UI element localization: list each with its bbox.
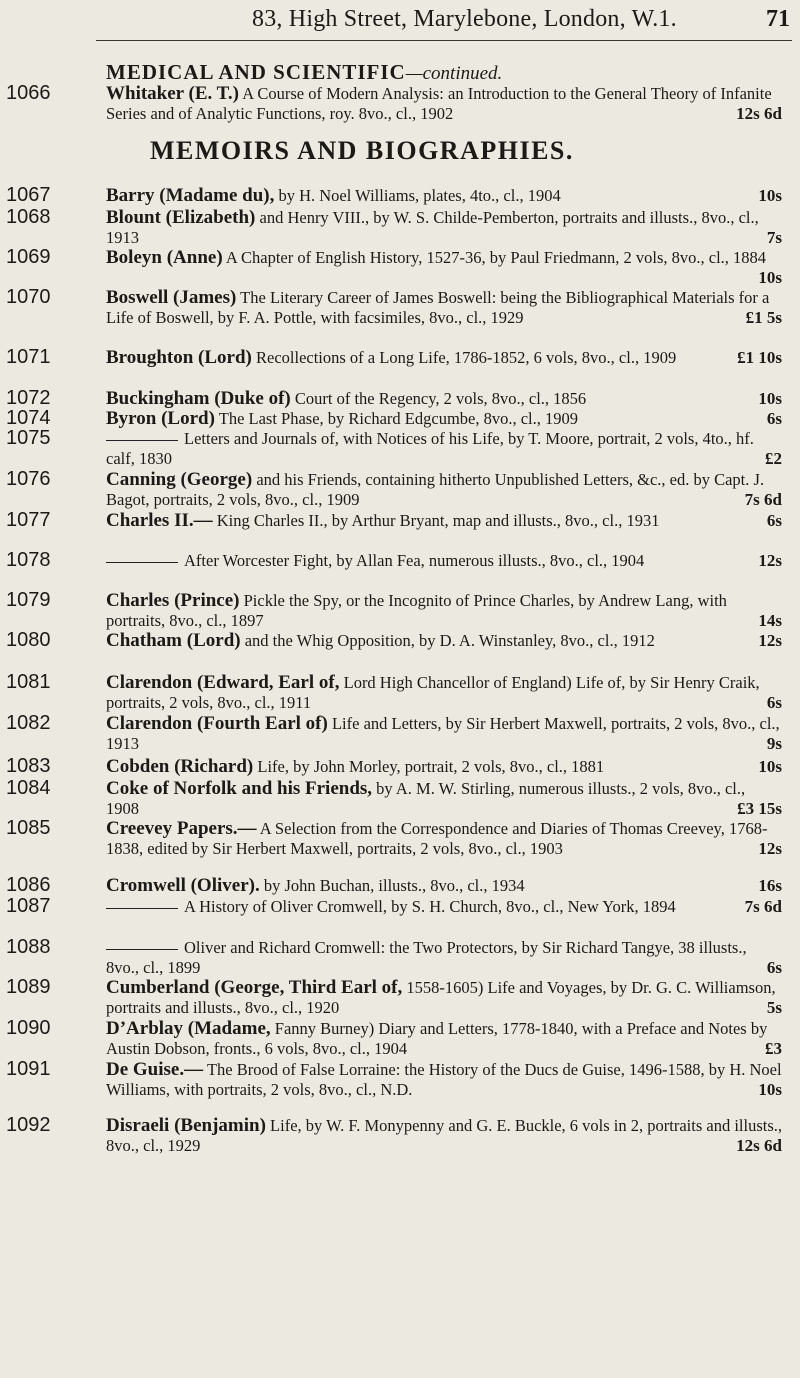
- entry-description: Life and Letters, by Sir Herbert Maxwell, portraits, 2 vols, 8vo., cl., 1913: [106, 714, 780, 753]
- catalogue-entry: [0, 978, 800, 1020]
- lot-number: 1081: [6, 671, 51, 693]
- entry-text: [106, 470, 782, 509]
- catalogue-entry: [0, 409, 800, 431]
- entry-description: A Selection from the Correspondence and Diaries of Thomas Creevey, 1768-1838, edited by Sir Herbert Maxwell, portraits, 2 vols, 8vo., cl., 1903: [106, 819, 768, 858]
- price: 6s: [766, 409, 782, 428]
- catalogue-entry: [0, 248, 800, 290]
- catalogue-entry: [0, 84, 800, 144]
- catalogue-entry: [0, 897, 800, 939]
- entry-text: [106, 389, 782, 409]
- entry-title: Disraeli (Benjamin): [106, 1115, 266, 1136]
- lot-number: 1066: [6, 82, 51, 104]
- entry-text: [106, 248, 782, 287]
- price: 5s: [766, 997, 782, 1017]
- catalogue-entry: [0, 714, 800, 756]
- entry-description: Pickle the Spy, or the Incognito of Prince Charles, by Andrew Lang, with portraits, 8vo., cl., 1897: [106, 591, 727, 630]
- catalogue-entry: [0, 348, 800, 390]
- entry-text: [106, 897, 782, 917]
- catalogue-entry: [0, 1060, 800, 1118]
- lot-number: 1087: [6, 895, 51, 917]
- lot-number: 1072: [6, 387, 51, 409]
- entry-description: Oliver and Richard Cromwell: the Two Protectors, by Sir Richard Tangye, 38 illusts., 8vo., cl., 1899: [106, 938, 747, 977]
- lot-number: 1080: [6, 629, 51, 651]
- catalogue-entry: [0, 631, 800, 673]
- lot-number: 1079: [6, 589, 51, 611]
- lot-number: 1071: [6, 346, 51, 368]
- catalogue-entry: [0, 938, 800, 980]
- catalogue-entry: [0, 208, 800, 250]
- entry-title: Charles (Prince): [106, 590, 240, 611]
- catalogue-entry: [0, 757, 800, 779]
- entry-description: A Chapter of English History, 1527-36, by Paul Friedmann, 2 vols, 8vo., cl., 1884: [225, 248, 767, 267]
- entry-title: Canning (George): [106, 469, 253, 490]
- ditto-rule: [106, 562, 178, 563]
- entry-text: [106, 551, 782, 571]
- price: 6s: [766, 692, 782, 712]
- entry-title: D’Arblay (Madame,: [106, 1018, 271, 1039]
- entry-title: Chatham (Lord): [106, 630, 241, 651]
- price: 10s: [758, 389, 782, 408]
- entry-title: Cumberland (George, Third Earl of,: [106, 977, 403, 998]
- lot-number: 1078: [6, 549, 51, 571]
- entry-description: by John Buchan, illusts., 8vo., cl., 1934: [263, 876, 525, 895]
- lot-number: 1075: [6, 427, 51, 449]
- entry-text: [106, 779, 782, 818]
- section-continued: —continued.: [405, 63, 503, 84]
- price: 9s: [766, 733, 782, 753]
- entry-text: [106, 348, 782, 368]
- lot-number: 1085: [6, 817, 51, 839]
- catalogue-entry: [0, 779, 800, 821]
- entry-title: Boleyn (Anne): [106, 247, 223, 268]
- catalogue-entry: [0, 186, 800, 208]
- entry-text: [106, 631, 782, 651]
- price: £1 5s: [745, 307, 782, 327]
- entry-text: [106, 1019, 782, 1058]
- section-title: MEDICAL AND SCIENTIFIC: [106, 60, 406, 84]
- lot-number: 1076: [6, 468, 51, 490]
- catalogue-entry: [0, 429, 800, 471]
- price: 10s: [758, 1079, 782, 1099]
- lot-number: 1074: [6, 407, 51, 429]
- entry-title: Barry (Madame du),: [106, 185, 275, 206]
- entry-description: 1558-1605) Life and Voyages, by Dr. G. C. Williamson, portraits and illusts., 8vo., cl., 1920: [106, 978, 776, 1017]
- entry-title: Boswell (James): [106, 287, 237, 308]
- price: 12s: [758, 631, 782, 650]
- price: 7s 6d: [744, 897, 782, 916]
- lot-number: 1092: [6, 1114, 51, 1136]
- price: 12s: [758, 838, 782, 858]
- price: 14s: [758, 610, 782, 630]
- section-heading: [106, 60, 796, 85]
- catalogue-entry: [0, 1116, 800, 1158]
- entry-text: [106, 429, 782, 468]
- lot-number: 1070: [6, 286, 51, 308]
- entry-title: Clarendon (Edward, Earl of,: [106, 672, 340, 693]
- lot-number: 1083: [6, 755, 51, 777]
- catalogue-entry: [0, 876, 800, 898]
- entry-text: [106, 819, 782, 858]
- entry-text: [106, 186, 782, 206]
- lot-number: 1090: [6, 1017, 51, 1039]
- price: 12s 6d: [736, 103, 782, 123]
- entry-text: [106, 288, 782, 327]
- entry-title: Whitaker (E. T.): [106, 83, 240, 104]
- entry-title: Blount (Elizabeth): [106, 207, 256, 228]
- entry-text: [106, 591, 782, 630]
- lot-number: 1086: [6, 874, 51, 896]
- price: 7s: [766, 227, 782, 247]
- entry-title: De Guise.—: [106, 1059, 204, 1080]
- price: £2: [765, 448, 782, 468]
- entry-description: Fanny Burney) Diary and Letters, 1778-1840, with a Preface and Notes by Austin Dobson, fronts., 6 vols, 8vo., cl., 1904: [106, 1019, 768, 1058]
- entry-text: [106, 938, 782, 977]
- entry-text: [106, 876, 782, 896]
- entry-title: Cromwell (Oliver).: [106, 875, 260, 896]
- price: £3 15s: [737, 798, 782, 818]
- price: £1 10s: [737, 348, 782, 367]
- entry-description: The Last Phase, by Richard Edgcumbe, 8vo., cl., 1909: [218, 409, 579, 428]
- lot-number: 1088: [6, 936, 51, 958]
- entry-description: Recollections of a Long Life, 1786-1852, 6 vols, 8vo., cl., 1909: [256, 348, 677, 367]
- entry-description: and Henry VIII., by W. S. Childe-Pemberton, portraits and illusts., 8vo., cl., 1913: [106, 208, 759, 247]
- ditto-rule: [106, 908, 178, 909]
- entry-title: Byron (Lord): [106, 408, 215, 429]
- entry-title: Coke of Norfolk and his Friends,: [106, 778, 373, 799]
- lot-number: 1077: [6, 509, 51, 531]
- page-number: 71: [766, 6, 790, 32]
- entry-title: Broughton (Lord): [106, 347, 252, 368]
- lot-number: 1091: [6, 1058, 51, 1080]
- catalogue-entry: [0, 511, 800, 553]
- lot-number: 1069: [6, 246, 51, 268]
- entry-description: The Literary Career of James Boswell: being the Bibliographical Materials for a Life of Boswell, by F. A. Pottle, with facsimiles, 8vo., cl., 1929: [106, 288, 770, 327]
- entry-description: by H. Noel Williams, plates, 4to., cl., 1904: [278, 186, 561, 205]
- price: 10s: [758, 757, 782, 776]
- entry-text: [106, 84, 782, 123]
- entry-description: Letters and Journals of, with Notices of his Life, by T. Moore, portrait, 2 vols, 4to., hf. calf, 1830: [106, 429, 754, 468]
- entry-description: King Charles II., by Arthur Bryant, map and illusts., 8vo., cl., 1931: [216, 511, 660, 530]
- entry-title: Creevey Papers.—: [106, 818, 257, 839]
- entry-description: and the Whig Opposition, by D. A. Winstanley, 8vo., cl., 1912: [244, 631, 655, 650]
- memoirs-heading: MEMOIRS AND BIOGRAPHIES.: [150, 136, 574, 165]
- entry-text: [106, 1116, 782, 1155]
- lot-number: 1068: [6, 206, 51, 228]
- entry-text: [106, 511, 782, 531]
- price: 7s 6d: [744, 489, 782, 509]
- entry-description: Life, by W. F. Monypenny and G. E. Buckle, 6 vols in 2, portraits and illusts., 8vo., cl., 1929: [106, 1116, 783, 1155]
- entry-description: by A. M. W. Stirling, numerous illusts., 2 vols, 8vo., cl., 1908: [106, 779, 746, 818]
- entry-text: [106, 757, 782, 777]
- header-rule: [96, 40, 792, 41]
- price: 10s: [758, 186, 782, 205]
- catalogue-entry: [0, 819, 800, 879]
- catalogue-entry: [0, 673, 800, 715]
- price: 6s: [766, 957, 782, 977]
- price: 12s 6d: [736, 1135, 782, 1155]
- entry-text: [106, 714, 782, 753]
- catalogue-entry: [0, 288, 800, 350]
- entry-description: A History of Oliver Cromwell, by S. H. Church, 8vo., cl., New York, 1894: [184, 897, 676, 916]
- entry-text: [106, 673, 782, 712]
- price: 16s: [758, 876, 782, 895]
- entry-text: [106, 1060, 782, 1099]
- entry-title: Cobden (Richard): [106, 756, 254, 777]
- ditto-rule: [106, 949, 178, 950]
- running-head: 83, High Street, Marylebone, London, W.1.: [252, 6, 677, 32]
- entry-title: Clarendon (Fourth Earl of): [106, 713, 328, 734]
- lot-number: 1067: [6, 184, 51, 206]
- entry-text: [106, 409, 782, 429]
- catalogue-entry: [0, 470, 800, 512]
- entry-title: Charles II.—: [106, 510, 213, 531]
- lot-number: 1089: [6, 976, 51, 998]
- entry-description: The Brood of False Lorraine: the History of the Ducs de Guise, 1496-1588, by H. Noel Williams, with portraits, 2 vols, 8vo., cl., N.D.: [106, 1060, 782, 1099]
- catalogue-entry: [0, 591, 800, 633]
- price: 12s: [758, 551, 782, 570]
- ditto-rule: [106, 440, 178, 441]
- entry-description: Lord High Chancellor of England) Life of, by Sir Henry Craik, portraits, 2 vols, 8vo., cl., 1911: [106, 673, 760, 712]
- catalogue-entry: [0, 551, 800, 593]
- entry-text: [106, 208, 782, 247]
- lot-number: 1082: [6, 712, 51, 734]
- entry-description: After Worcester Fight, by Allan Fea, numerous illusts., 8vo., cl., 1904: [184, 551, 645, 570]
- entry-title: Buckingham (Duke of): [106, 388, 291, 409]
- entry-description: A Course of Modern Analysis: an Introduction to the General Theory of Infanite Series and of Analytic Functions, roy. 8vo., cl., 1902: [106, 84, 772, 123]
- entry-text: [106, 978, 782, 1017]
- price: £3: [765, 1038, 782, 1058]
- entry-description: and his Friends, containing hitherto Unpublished Letters, &c., ed. by Capt. J. Bagot, portraits, 2 vols, 8vo., cl., 1909: [106, 470, 765, 509]
- entry-description: Court of the Regency, 2 vols, 8vo., cl., 1856: [294, 389, 587, 408]
- price: 10s: [758, 267, 782, 287]
- lot-number: 1084: [6, 777, 51, 799]
- entry-description: Life, by John Morley, portrait, 2 vols, 8vo., cl., 1881: [257, 757, 605, 776]
- price: 6s: [766, 511, 782, 530]
- catalogue-entry: [0, 1019, 800, 1061]
